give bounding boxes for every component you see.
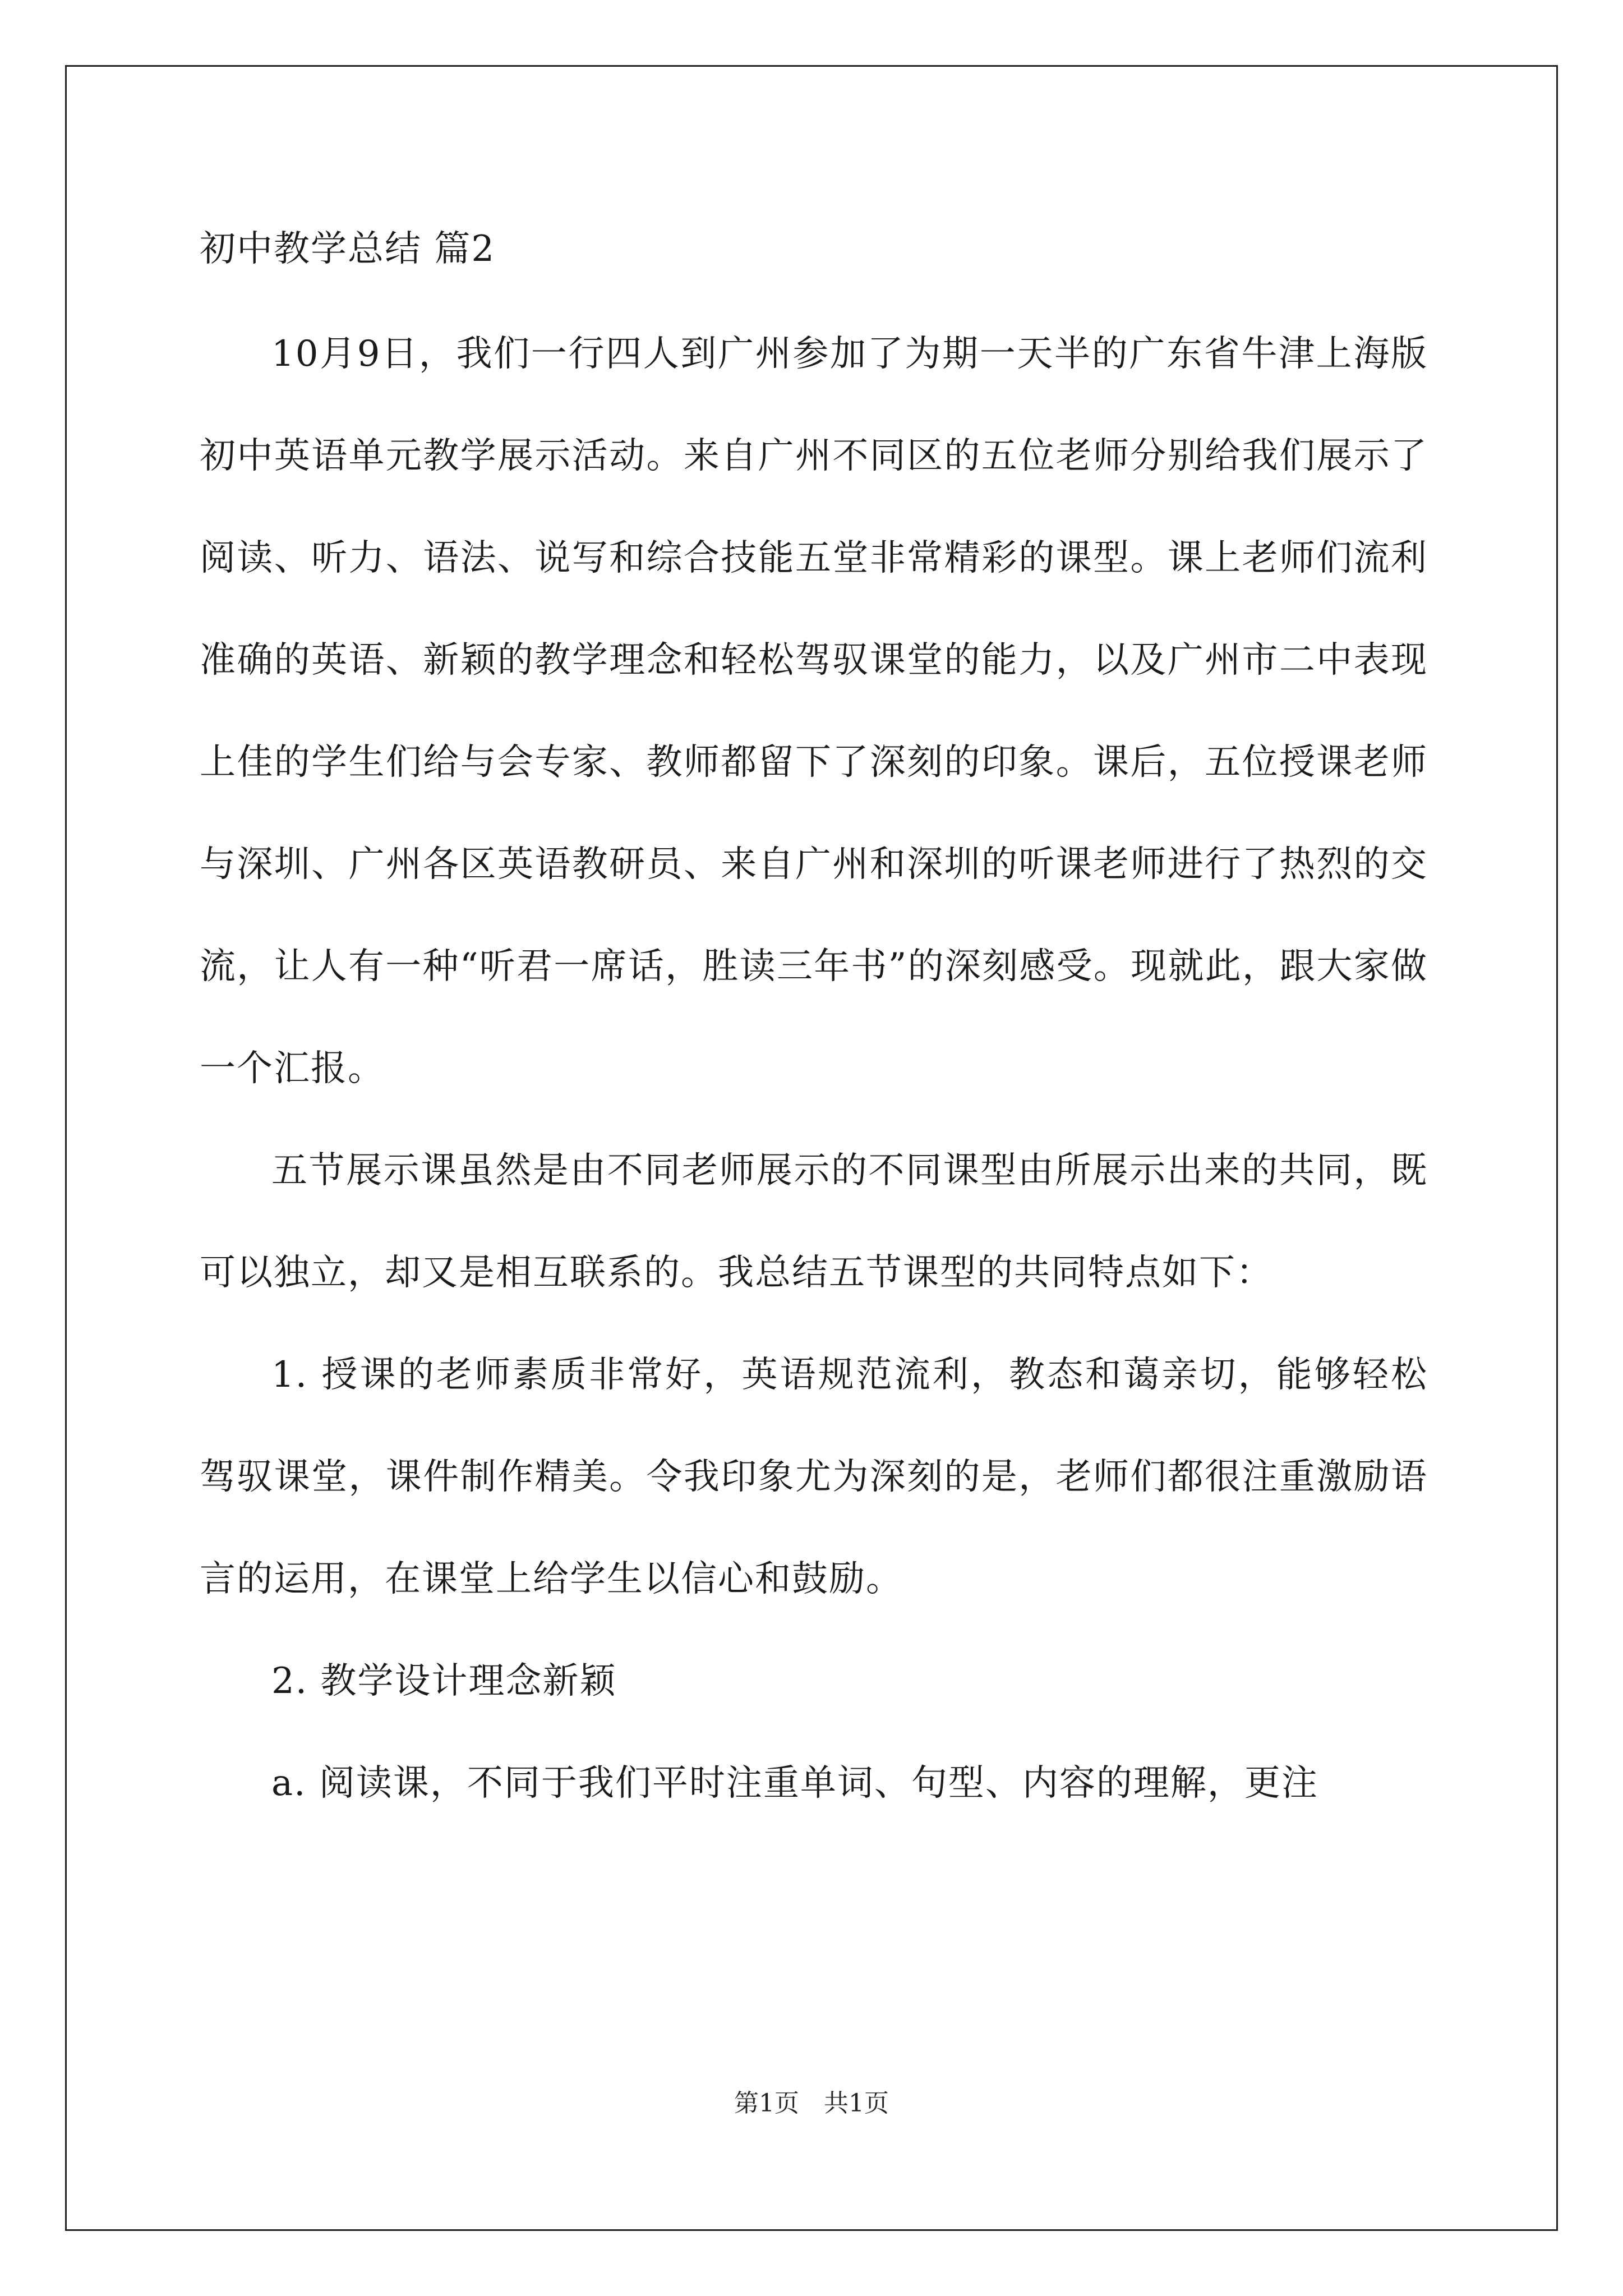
paragraph-summary: 五节展示课虽然是由不同老师展示的不同课型由所展示出来的共同，既可以独立，却又是相互联系的。我总结五节课型的共同特点如下： bbox=[200, 1150, 1428, 1294]
paragraph-intro: 10月9日，我们一行四人到广州参加了为期一天半的广东省牛津上海版初中英语单元教学展示活动。来自广州不同区的五位老师分别给我们展示了阅读、听力、语法、说写和综合技能五堂非常精彩的课型。课上老师们流利准确的英语、新颖的教学理念和轻松驾驭课堂的能力，以及广州市二中表现上佳的学生们给与会专家、教师都留下了深刻的印象。课后，五位授课老师与深圳、广州各区英语教研员、来自广州和深圳的听课老师进行了热烈的交流，让人有一种“听君一席话，胜读三年书”的深刻感受。现就此，跟大家做一个汇报。 bbox=[200, 333, 1428, 1089]
page-footer: 第1页 共1页 bbox=[734, 2089, 889, 2118]
document-body bbox=[200, 213, 1428, 1834]
paragraph-point-1: 1. 授课的老师素质非常好，英语规范流利，教态和蔼亲切，能够轻松驾驭课堂，课件制作精美。令我印象尤为深刻的是，老师们都很注重激励语言的运用，在课堂上给学生以信心和鼓励。 bbox=[200, 1354, 1428, 1600]
document-title: 初中教学总结 篇2 bbox=[200, 228, 496, 270]
paragraph-point-2: 2. 教学设计理念新颖 bbox=[271, 1660, 617, 1702]
paragraph-point-a: a. 阅读课，不同于我们平时注重单词、句型、内容的理解，更注 bbox=[271, 1763, 1318, 1804]
